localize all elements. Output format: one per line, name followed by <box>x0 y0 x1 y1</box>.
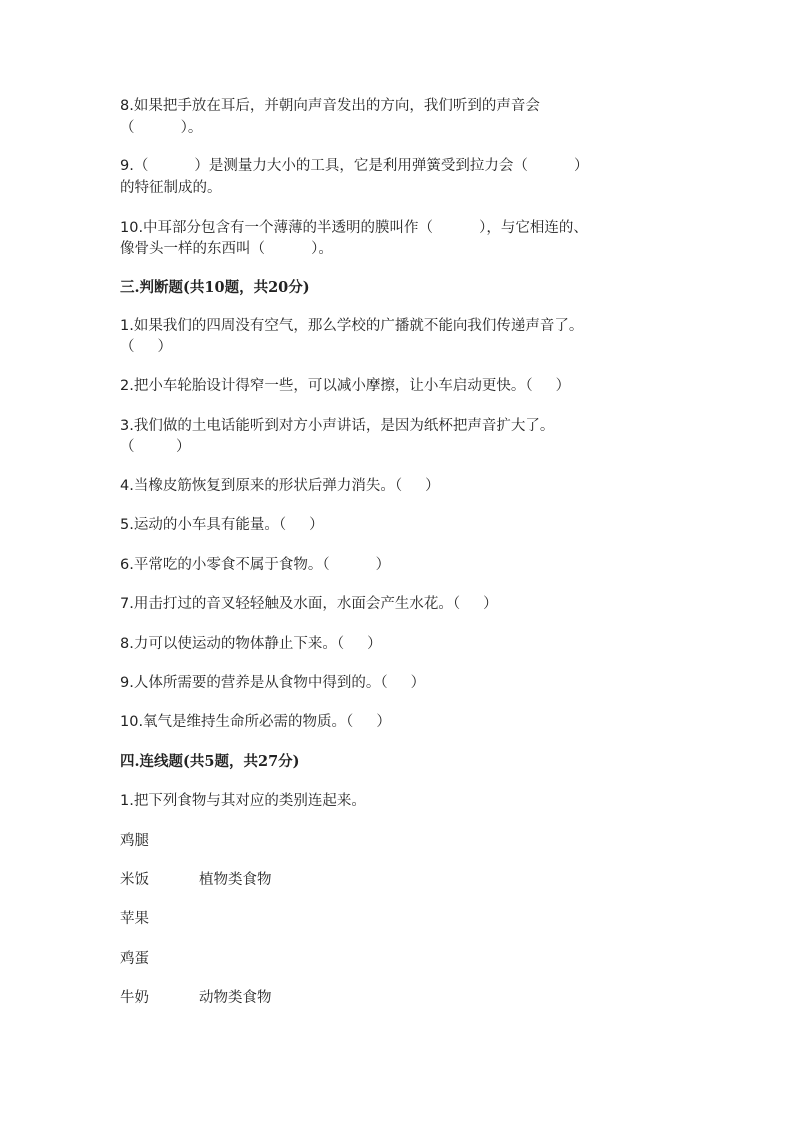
judge-q5: 5.运动的小车具有能量。（ ） <box>120 517 324 533</box>
judge-q1-line1: 1.如果我们的四周没有空气，那么学校的广播就不能向我们传递声音了。 <box>120 318 584 334</box>
judge-q10: 10.氧气是维持生命所必需的物质。（ ） <box>120 714 391 730</box>
fill-q8-line2: （ ）。 <box>120 120 203 136</box>
judge-q3-line2: （ ） <box>120 439 191 455</box>
judge-q3-line1: 3.我们做的土电话能听到对方小声讲话，是因为纸杯把声音扩大了。 <box>120 418 555 434</box>
matching-q1: 1.把下列食物与其对应的类别连起来。 <box>120 793 366 809</box>
matching-section-heading: 四.连线题(共5题，共27分) <box>120 753 300 770</box>
judge-section-heading: 三.判断题(共10题，共20分) <box>120 279 310 296</box>
judge-q8: 8.力可以使运动的物体静止下来。（ ） <box>120 636 382 652</box>
fill-q10-line1: 10.中耳部分包含有一个薄薄的半透明的膜叫作（ ），与它相连的、 <box>120 220 588 236</box>
fill-q10-line2: 像骨头一样的东西叫（ ）。 <box>120 241 333 257</box>
food-item: 米饭 <box>120 872 149 888</box>
food-item: 牛奶 <box>120 990 149 1006</box>
fill-q8-line1: 8.如果把手放在耳后，并朝向声音发出的方向，我们听到的声音会 <box>120 98 540 114</box>
food-item: 苹果 <box>120 911 149 927</box>
judge-q4: 4.当橡皮筋恢复到原来的形状后弹力消失。（ ） <box>120 478 440 494</box>
food-item: 鸡蛋 <box>120 951 149 967</box>
category-item: 植物类食物 <box>199 872 272 888</box>
judge-q6: 6.平常吃的小零食不属于食物。（ ） <box>120 557 391 573</box>
judge-q1-line2: （ ） <box>120 339 173 355</box>
category-item: 动物类食物 <box>199 990 272 1006</box>
food-item: 鸡腿 <box>120 833 149 849</box>
fill-q9-line1: 9.（ ）是测量力大小的工具，它是利用弹簧受到拉力会（ ） <box>120 158 589 174</box>
judge-q7: 7.用击打过的音叉轻轻触及水面，水面会产生水花。（ ） <box>120 596 498 612</box>
judge-q9: 9.人体所需要的营养是从食物中得到的。（ ） <box>120 675 426 691</box>
judge-q2: 2.把小车轮胎设计得窄一些，可以减小摩擦，让小车启动更快。（ ） <box>120 378 571 394</box>
fill-q9-line2: 的特征制成的。 <box>120 180 222 196</box>
